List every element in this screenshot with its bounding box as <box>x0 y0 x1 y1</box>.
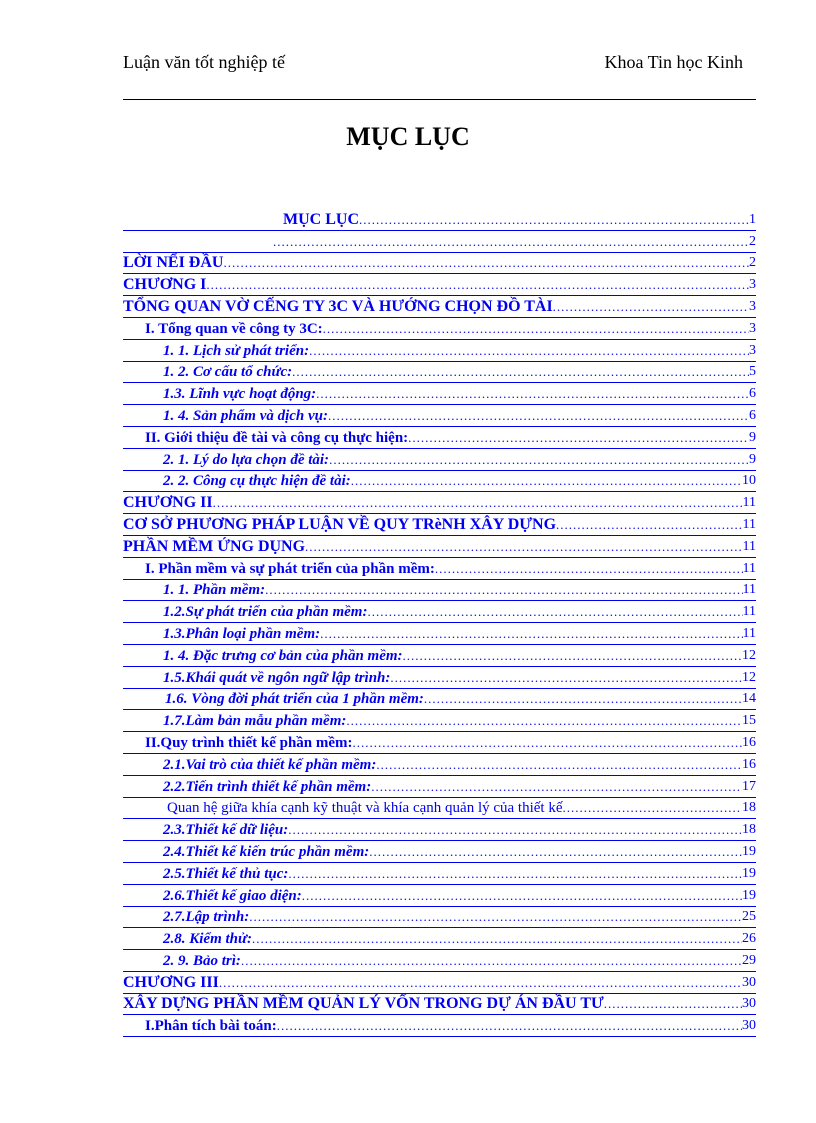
toc-entry[interactable] <box>123 427 756 449</box>
toc-entry-page: 26 <box>742 931 756 947</box>
toc-entry-page: 19 <box>742 887 756 903</box>
toc-entry[interactable] <box>123 340 756 362</box>
toc-entry-page: 9 <box>749 429 756 445</box>
toc-entry-title: 1.7.Làm bản mẫu phần mềm: <box>163 713 347 730</box>
toc-entry-title: 2.2.Tiến trình thiết kế phần mềm: <box>163 778 372 795</box>
page-title: MỤC LỤC <box>346 122 470 151</box>
toc-entry[interactable] <box>123 754 756 776</box>
header-left-text: Luận văn tốt nghiệp tế <box>123 52 285 72</box>
table-of-contents <box>123 209 756 1037</box>
toc-entry[interactable] <box>123 514 756 536</box>
toc-entry-title: II. Giới thiệu đề tài và công cụ thực hiện: <box>145 429 409 446</box>
toc-entry-page: 30 <box>742 996 756 1012</box>
toc-leader <box>320 624 742 644</box>
toc-entry-title: 2. 2. Công cụ thực hiện đề tài: <box>163 473 351 490</box>
toc-entry-title: PHẦN MỀM ỨNG DỤNG <box>123 537 306 555</box>
toc-leader <box>316 384 749 404</box>
toc-entry-page: 6 <box>749 407 756 423</box>
toc-entry[interactable] <box>123 885 756 907</box>
toc-leader <box>223 253 749 273</box>
toc-entry-title: 2.4.Thiết kế kiến trúc phần mềm: <box>163 843 370 860</box>
toc-entry-title: CHƯƠNG III <box>123 973 219 991</box>
toc-entry[interactable] <box>123 362 756 384</box>
toc-leader <box>435 559 743 579</box>
toc-entry-title: LỜI NỂI ĐẦU <box>123 254 224 272</box>
toc-leader <box>376 755 742 775</box>
toc-entry[interactable] <box>123 449 756 471</box>
toc-entry-title: 1. 4. Sản phẩm và dịch vụ: <box>163 407 329 424</box>
toc-entry-page: 25 <box>742 909 756 925</box>
toc-entry[interactable] <box>123 667 756 689</box>
toc-leader <box>241 951 742 971</box>
toc-entry-title: 2.3.Thiết kế dữ liệu: <box>163 822 289 839</box>
toc-leader <box>249 907 742 927</box>
toc-entry-page: 18 <box>742 822 756 838</box>
toc-entry[interactable] <box>123 928 756 950</box>
toc-entry-page: 14 <box>742 691 756 707</box>
toc-entry-title: MỤC LỤC <box>283 210 359 228</box>
toc-entry[interactable] <box>123 776 756 798</box>
toc-entry[interactable] <box>123 841 756 863</box>
toc-entry[interactable] <box>123 732 756 754</box>
toc-entry-page: 11 <box>742 604 756 620</box>
toc-entry-title: II.Quy trình thiết kế phần mềm: <box>145 734 353 751</box>
toc-entry-page: 3 <box>749 320 756 336</box>
toc-entry-title: I.Phân tích bài toán: <box>145 1018 277 1035</box>
toc-entry[interactable] <box>123 471 756 493</box>
toc-entry-page: 11 <box>742 560 756 576</box>
toc-leader <box>403 646 742 666</box>
toc-entry-title: 2.5.Thiết kế thủ tục: <box>163 865 289 882</box>
toc-leader <box>213 493 743 513</box>
toc-entry-title: 1.3. Lĩnh vực hoạt động: <box>163 386 317 403</box>
toc-leader <box>604 994 742 1014</box>
toc-leader <box>206 275 749 295</box>
toc-entry-title: 1. 2. Cơ cấu tổ chức: <box>163 364 293 381</box>
toc-entry-page: 15 <box>742 713 756 729</box>
toc-entry-title: 1.3.Phân loại phần mềm: <box>163 625 321 642</box>
toc-entry-page: 16 <box>742 756 756 772</box>
toc-entry-page: 11 <box>742 516 756 532</box>
toc-leader <box>328 406 749 426</box>
toc-leader <box>329 450 749 470</box>
toc-entry-page: 2 <box>749 255 756 271</box>
toc-leader <box>390 668 742 688</box>
toc-entry-page: 3 <box>749 277 756 293</box>
toc-entry-title: CHƯƠNG II <box>123 494 213 512</box>
toc-entry-title: 2.7.Lập trình: <box>163 909 250 926</box>
toc-entry[interactable] <box>123 601 756 623</box>
toc-entry-page: 10 <box>742 473 756 489</box>
toc-entry[interactable] <box>123 209 756 231</box>
toc-entry[interactable] <box>123 383 756 405</box>
toc-entry-page: 11 <box>742 582 756 598</box>
toc-entry-page: 12 <box>742 647 756 663</box>
toc-entry-page: 6 <box>749 386 756 402</box>
toc-leader <box>351 471 742 491</box>
toc-entry[interactable] <box>123 231 756 253</box>
toc-entry[interactable] <box>123 318 756 340</box>
toc-entry-title: I. Tổng quan về công ty 3C: <box>145 320 323 337</box>
toc-entry-page: 16 <box>742 734 756 750</box>
toc-entry-page: 1 <box>749 211 756 227</box>
toc-leader <box>302 886 742 906</box>
toc-entry[interactable] <box>123 253 756 275</box>
toc-entry-page: 5 <box>749 364 756 380</box>
toc-entry[interactable] <box>123 536 756 558</box>
toc-leader <box>367 602 742 622</box>
toc-leader <box>252 929 742 949</box>
header-right-text: Khoa Tin học Kinh <box>604 52 743 72</box>
toc-leader <box>288 820 742 840</box>
toc-leader <box>288 864 742 884</box>
toc-entry-title: 2. 9. Bảo trì: <box>163 952 241 969</box>
toc-entry-title: CƠ SỞ PHƯƠNG PHÁP LUẬN VỀ QUY TRèNH XÂY DỰNG <box>123 515 557 533</box>
toc-entry[interactable] <box>123 296 756 318</box>
toc-entry-title: 1.2.Sự phát triển của phần mềm: <box>163 604 368 621</box>
toc-entry[interactable] <box>123 274 756 296</box>
toc-entry-title: TỔNG QUAN VỜ CẾNG TY 3C VÀ HƯỚNG CHỌN ĐỒ TÀI <box>123 297 553 315</box>
toc-entry[interactable] <box>123 492 756 514</box>
header-divider <box>123 99 756 100</box>
toc-entry-page: 30 <box>742 1018 756 1034</box>
toc-entry-title: CHƯƠNG I <box>123 276 207 294</box>
toc-entry-page: 12 <box>742 669 756 685</box>
toc-entry[interactable] <box>123 580 756 602</box>
toc-entry-page: 19 <box>742 843 756 859</box>
toc-entry[interactable] <box>123 798 756 820</box>
toc-leader <box>346 711 742 731</box>
toc-leader <box>277 1016 742 1036</box>
toc-entry-page: 29 <box>742 952 756 968</box>
toc-leader <box>273 232 749 252</box>
toc-entry-title: I. Phần mềm và sự phát triển của phần mềm: <box>145 560 435 577</box>
toc-entry-title: 1.5.Khái quát về ngôn ngữ lập trình: <box>163 669 391 686</box>
toc-entry-page: 18 <box>742 800 756 816</box>
toc-entry[interactable] <box>123 863 756 885</box>
toc-leader <box>369 842 742 862</box>
toc-entry[interactable] <box>123 1015 756 1037</box>
toc-entry[interactable] <box>123 689 756 711</box>
toc-leader <box>219 973 742 993</box>
toc-leader <box>556 515 742 535</box>
toc-entry[interactable] <box>123 972 756 994</box>
toc-leader <box>563 798 743 818</box>
toc-entry-page: 11 <box>742 538 756 554</box>
toc-entry-page: 30 <box>742 974 756 990</box>
toc-leader <box>359 210 749 230</box>
toc-entry[interactable] <box>123 405 756 427</box>
toc-leader <box>292 362 749 382</box>
toc-entry-page: 19 <box>742 865 756 881</box>
toc-entry-title: 1. 1. Phần mềm: <box>163 582 266 599</box>
toc-entry-title: 1. 4. Đặc trưng cơ bản của phần mềm: <box>163 647 403 664</box>
toc-entry-page: 11 <box>742 495 756 511</box>
toc-entry-page: 3 <box>749 298 756 314</box>
toc-entry[interactable] <box>123 558 756 580</box>
toc-entry-page: 2 <box>749 233 756 249</box>
toc-entry-title: 1.6. Vòng đời phát triển của 1 phần mềm: <box>165 691 424 708</box>
toc-leader <box>309 341 749 361</box>
toc-leader <box>424 689 742 709</box>
toc-entry[interactable] <box>123 994 756 1016</box>
toc-entry-title: 1. 1. Lịch sử phát triển: <box>163 342 310 359</box>
toc-entry-title: 2.6.Thiết kế giao diện: <box>163 887 302 904</box>
toc-leader <box>371 777 742 797</box>
toc-entry-page: 17 <box>742 778 756 794</box>
toc-leader <box>265 580 742 600</box>
toc-entry-title: XÂY DỰNG PHẦN MỀM QUẢN LÝ VỐN TRONG DỰ ÁN ĐẦU TƯ <box>123 995 604 1013</box>
toc-entry[interactable] <box>123 950 756 972</box>
toc-entry-page: 9 <box>749 451 756 467</box>
toc-entry-page: 3 <box>749 342 756 358</box>
toc-entry-title: 2.8. Kiểm thử: <box>163 931 252 948</box>
toc-entry[interactable] <box>123 819 756 841</box>
toc-entry[interactable] <box>123 623 756 645</box>
toc-leader <box>323 319 749 339</box>
toc-leader <box>553 297 749 317</box>
toc-entry-title: Quan hệ giữa khía cạnh kỹ thuật và khía cạnh quản lý của thiết kế <box>167 800 563 817</box>
toc-entry-title: 2.1.Vai trò của thiết kế phần mềm: <box>163 756 377 773</box>
toc-leader <box>408 428 749 448</box>
toc-leader <box>305 537 742 557</box>
toc-entry[interactable] <box>123 907 756 929</box>
toc-leader <box>353 733 742 753</box>
toc-entry[interactable] <box>123 710 756 732</box>
toc-entry-title: 2. 1. Lý do lựa chọn đề tài: <box>163 451 330 468</box>
toc-entry-page: 11 <box>742 625 756 641</box>
toc-entry[interactable] <box>123 645 756 667</box>
